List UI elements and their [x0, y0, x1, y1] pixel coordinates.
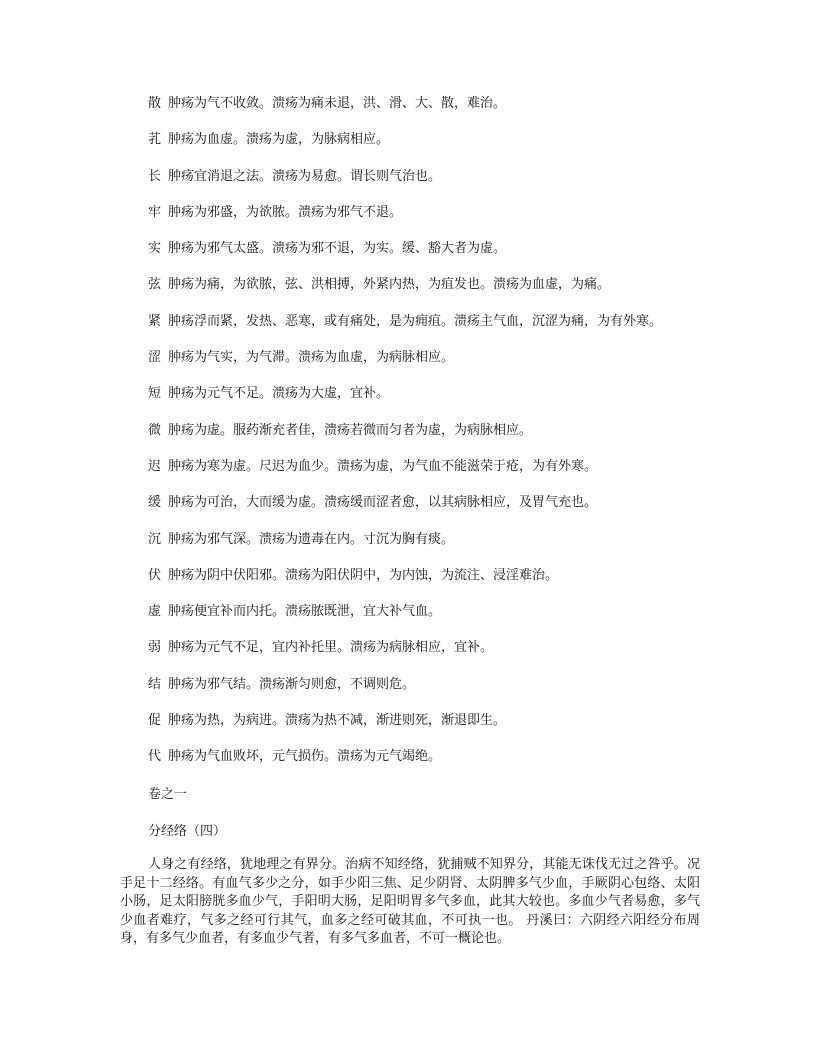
pulse-name: 紧: [148, 313, 162, 329]
pulse-name: 虚: [148, 604, 162, 620]
pulse-line: [148, 273, 748, 309]
pulse-line: [148, 92, 748, 128]
pulse-name: 芤: [148, 132, 162, 148]
pulse-name: 伏: [148, 567, 162, 583]
pulse-line: [148, 128, 748, 164]
pulse-line: [148, 237, 748, 273]
pulse-line: [148, 600, 748, 636]
pulse-description: 肿疡浮而紧，发热、恶寒，或有痛处，是为痈疽。溃疡主气血，沉涩为痛，为有外寒。: [168, 313, 663, 329]
pulse-line: [148, 636, 748, 672]
pulse-line: [148, 528, 748, 564]
pulse-name: 结: [148, 676, 162, 692]
pulse-list: [148, 92, 748, 782]
pulse-description: 肿疡宜消退之法。溃疡为易愈。谓长则气治也。: [168, 168, 442, 184]
pulse-line: [148, 673, 748, 709]
pulse-name: 涩: [148, 350, 162, 366]
pulse-description: 肿疡为邪气深。溃疡为遗毒在内。寸沉为胸有痰。: [168, 531, 455, 547]
pulse-description: 肿疡为邪盛，为欲脓。溃疡为邪气不退。: [168, 204, 403, 220]
pulse-name: 缓: [148, 495, 162, 511]
pulse-name: 弱: [148, 640, 162, 656]
pulse-name: 长: [148, 168, 162, 184]
pulse-line: [148, 382, 748, 418]
pulse-name: 微: [148, 422, 162, 438]
pulse-line: [148, 564, 748, 600]
pulse-description: 肿疡为邪气结。溃疡渐匀则愈，不调则危。: [168, 676, 416, 692]
pulse-name: 代: [148, 749, 162, 765]
pulse-description: 肿疡为气不收敛。溃疡为痛未退，洪、滑、大、散，难治。: [168, 96, 507, 111]
pulse-name: 散: [148, 96, 162, 111]
pulse-description: 肿疡为元气不足，宜内补托里。溃疡为病脉相应，宜补。: [168, 640, 494, 656]
pulse-line: [148, 745, 748, 781]
pulse-line: [148, 310, 748, 346]
pulse-description: 肿疡为气血败坏，元气损伤。溃疡为元气竭绝。: [168, 749, 442, 765]
pulse-name: 牢: [148, 204, 162, 220]
pulse-description: 肿疡为虚。服药渐充者佳，溃疡若微而匀者为虚，为病脉相应。: [168, 422, 533, 438]
pulse-description: 肿疡为痛，为欲脓，弦、洪相搏，外紧内热，为疽发也。溃疡为血虚，为痛。: [168, 277, 611, 293]
pulse-line: [148, 709, 748, 745]
pulse-name: 沉: [148, 531, 162, 547]
pulse-description: 肿疡为寒为虚。尺迟为血少。溃疡为虚，为气血不能滋荣于疮，为有外寒。: [168, 458, 598, 474]
pulse-name: 促: [148, 713, 162, 729]
pulse-line: [148, 419, 748, 455]
pulse-name: 迟: [148, 458, 162, 474]
pulse-description: 肿疡为气实，为气滞。溃疡为血虚，为病脉相应。: [168, 350, 455, 366]
section-heading: 分经络（四）: [148, 824, 227, 839]
pulse-name: 弦: [148, 277, 162, 293]
pulse-description: 肿疡为可治，大而缓为虚。溃疡缓而涩者愈，以其病脉相应，及胃气充也。: [168, 495, 598, 511]
pulse-line: [148, 201, 748, 237]
pulse-description: 肿疡为邪气太盛。溃疡为邪不退，为实。缓、豁大者为虚。: [168, 241, 507, 257]
pulse-line: [148, 491, 748, 527]
pulse-name: 短: [148, 386, 162, 402]
pulse-name: 实: [148, 241, 162, 257]
pulse-description: 肿疡为血虚。溃疡为虚，为脉病相应。: [168, 132, 390, 148]
volume-heading: 卷之一: [148, 787, 188, 802]
pulse-description: 肿疡便宜补而内托。溃疡脓既泄，宜大补气血。: [168, 604, 442, 620]
pulse-line: [148, 165, 748, 201]
pulse-description: 肿疡为热，为病进。溃疡为热不减，渐进则死，渐退即生。: [168, 713, 507, 729]
body-paragraph: 人身之有经络，犹地理之有界分。治病不知经络，犹捕贼不知界分，其能无诛伐无过之咎乎。况手足十二经络。有血气多少之分，如手少阳三焦、足少阴肾、太阴脾多气少血，手厥阴心包络、太阳小肠，足太阳膀胱多血少气，手阳明大肠，足阳明胃多气多血，此其大较也。多血少气者易愈，多气少血者难疗，气多之经可行其气，血多之经可破其血，不可执一也。 丹溪曰：六阴经六阳经分布周身，有多气少血者，有多血少气者，有多气多血者，不可一概论也。: [120, 857, 700, 946]
pulse-description: 肿疡为元气不足。溃疡为大虚，宜补。: [168, 386, 390, 402]
pulse-line: [148, 346, 748, 382]
pulse-line: [148, 455, 748, 491]
pulse-description: 肿疡为阴中伏阳邪。溃疡为阳伏阴中，为内蚀，为流注、浸淫难治。: [168, 567, 559, 583]
